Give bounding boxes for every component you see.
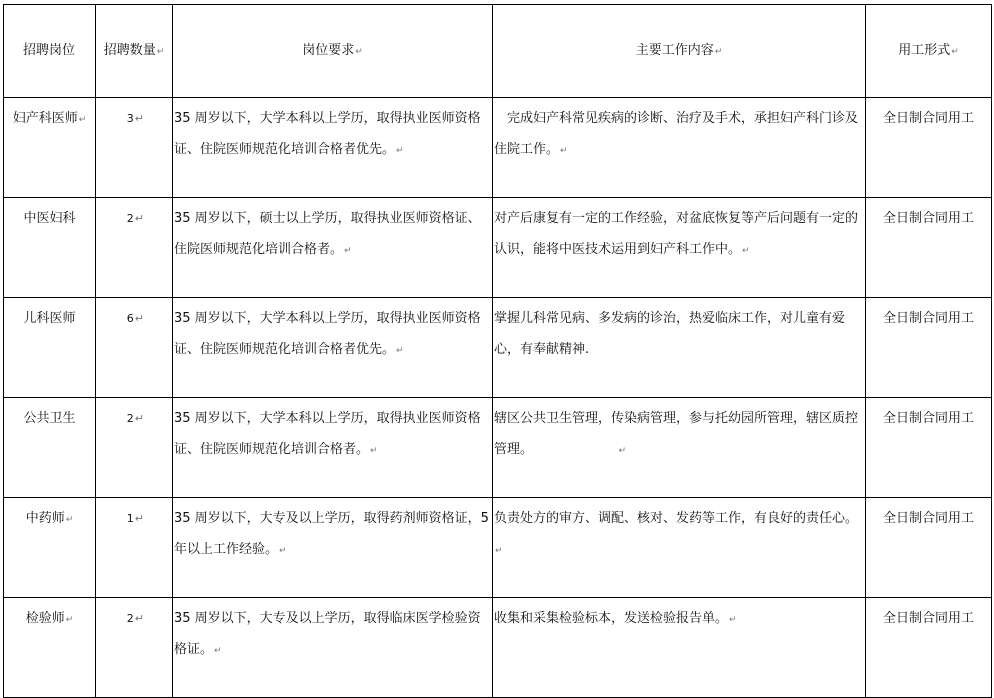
cell-text: 掌握儿科常见病、多发病的诊治，热爱临床工作，对儿童有爱心，有奉献精神. [494,311,846,357]
paragraph-mark: ↵ [279,546,287,556]
paragraph-mark: ↵ [214,646,222,656]
cell-text: 中医妇科 [23,211,76,226]
cell-text: 3 [126,112,134,125]
cell-text: 辖区公共卫生管理，传染病管理，参与托幼园所管理，辖区质控管理。 [494,411,859,457]
paragraph-mark: ↵ [396,146,404,156]
cell-employment-form [866,498,992,598]
table-row [4,498,992,598]
cell-text: 公共卫生 [23,411,76,426]
paragraph-mark: ↵ [156,46,165,57]
table-row [4,298,992,398]
header-label: 用工形式 [898,42,951,58]
cell-duties [493,498,866,598]
cell-text: 2 [126,212,134,225]
recruitment-table [3,4,992,698]
cell-duties [493,598,866,698]
cell-text: 负责处方的审方、调配、核对、发药等工作，有良好的责任心。 [494,511,859,526]
paragraph-mark: ↵ [951,46,959,57]
cell-count [96,298,173,398]
cell-text: 中药师 [25,511,65,526]
cell-count [96,398,173,498]
table-row [4,198,992,298]
cell-duties [493,98,866,198]
cell-text: 完成妇产科常见疾病的诊断、治疗及手术，承担妇产科门诊及住院工作。 [494,111,859,157]
cell-count [96,498,173,598]
paragraph-mark: ↵ [134,512,144,525]
cell-text: 35 周岁以下，大专及以上学历，取得临床医学检验资格证。 [174,611,481,657]
cell-text: 2 [126,612,134,625]
paragraph-mark: ↵ [134,612,144,625]
table-row [4,98,992,198]
paragraph-mark: ↵ [370,446,378,456]
paragraph-mark: ↵ [560,146,568,156]
cell-employment-form [866,598,992,698]
header-count [96,5,173,98]
cell-position [4,198,96,298]
paragraph-mark: ↵ [134,312,144,325]
table-row [4,598,992,698]
paragraph-mark: ↵ [78,115,87,125]
cell-requirement [173,398,493,498]
paragraph-mark: ↵ [65,615,74,625]
header-duties [493,5,866,98]
cell-duties [493,198,866,298]
header-employment-form [866,5,992,98]
cell-text: 1 [126,512,134,525]
paragraph-mark: ↵ [714,46,723,57]
cell-employment-form [866,398,992,498]
cell-text: 35 周岁以下，硕士以上学历，取得执业医师资格证、住院医师规范化培训合格者。 [174,211,481,257]
cell-position [4,498,96,598]
cell-text: 全日制合同用工 [882,611,974,626]
cell-text: 对产后康复有一定的工作经验，对盆底恢复等产后问题有一定的认识，能将中医技术运用到妇产科工作中。 [494,211,859,257]
cell-employment-form [866,98,992,198]
header-position [4,5,96,98]
cell-text: 2 [126,412,134,425]
cell-position [4,398,96,498]
cell-requirement [173,598,493,698]
paragraph-mark: ↵ [355,46,363,57]
cell-position [4,598,96,698]
cell-text: 全日制合同用工 [882,511,974,526]
header-label: 主要工作内容 [635,42,714,58]
cell-text: 全日制合同用工 [882,111,974,126]
cell-employment-form [866,298,992,398]
cell-text: 全日制合同用工 [882,411,974,426]
table-row [4,398,992,498]
paragraph-mark: ↵ [134,112,144,125]
header-requirement [173,5,493,98]
paragraph-mark: ↵ [729,615,737,625]
cell-text: 全日制合同用工 [882,311,974,326]
header-label: 招聘岗位 [22,42,75,58]
cell-text: 儿科医师 [23,311,76,326]
cell-requirement [173,198,493,298]
cell-position [4,298,96,398]
cell-duties [493,398,866,498]
cell-count [96,598,173,698]
cell-text: 收集和采集检验标本，发送检验报告单。 [494,611,729,626]
cell-text: 35 周岁以下，大学本科以上学历，取得执业医师资格证、住院医师规范化培训合格者。 [174,411,481,457]
cell-text: 妇产科医师 [12,111,78,126]
paragraph-mark: ↵ [618,446,627,456]
cell-position [4,98,96,198]
cell-text: 35 周岁以下，大学本科以上学历，取得执业医师资格证、住院医师规范化培训合格者优先。 [174,311,481,357]
cell-text: 全日制合同用工 [882,211,974,226]
cell-requirement [173,498,493,598]
cell-text: 35 周岁以下，大专及以上学历，取得药剂师资格证，5 年以上工作经验。 [174,511,489,557]
paragraph-mark: ↵ [344,246,352,256]
header-label: 岗位要求 [302,42,355,58]
cell-count [96,98,173,198]
cell-text: 6 [126,312,134,325]
cell-requirement [173,98,493,198]
cell-text: 检验师 [25,611,65,626]
paragraph-mark: ↵ [495,546,503,556]
cell-count [96,198,173,298]
header-label: 招聘数量 [103,42,156,58]
paragraph-mark: ↵ [396,346,404,356]
cell-text: 35 周岁以下，大学本科以上学历，取得执业医师资格证、住院医师规范化培训合格者优先。 [174,111,481,157]
cell-employment-form [866,198,992,298]
paragraph-mark: ↵ [134,412,144,425]
cell-requirement [173,298,493,398]
table-header-row [4,5,992,98]
paragraph-mark: ↵ [65,515,74,525]
paragraph-mark: ↵ [742,246,750,256]
paragraph-mark: ↵ [134,212,144,225]
cell-duties [493,298,866,398]
